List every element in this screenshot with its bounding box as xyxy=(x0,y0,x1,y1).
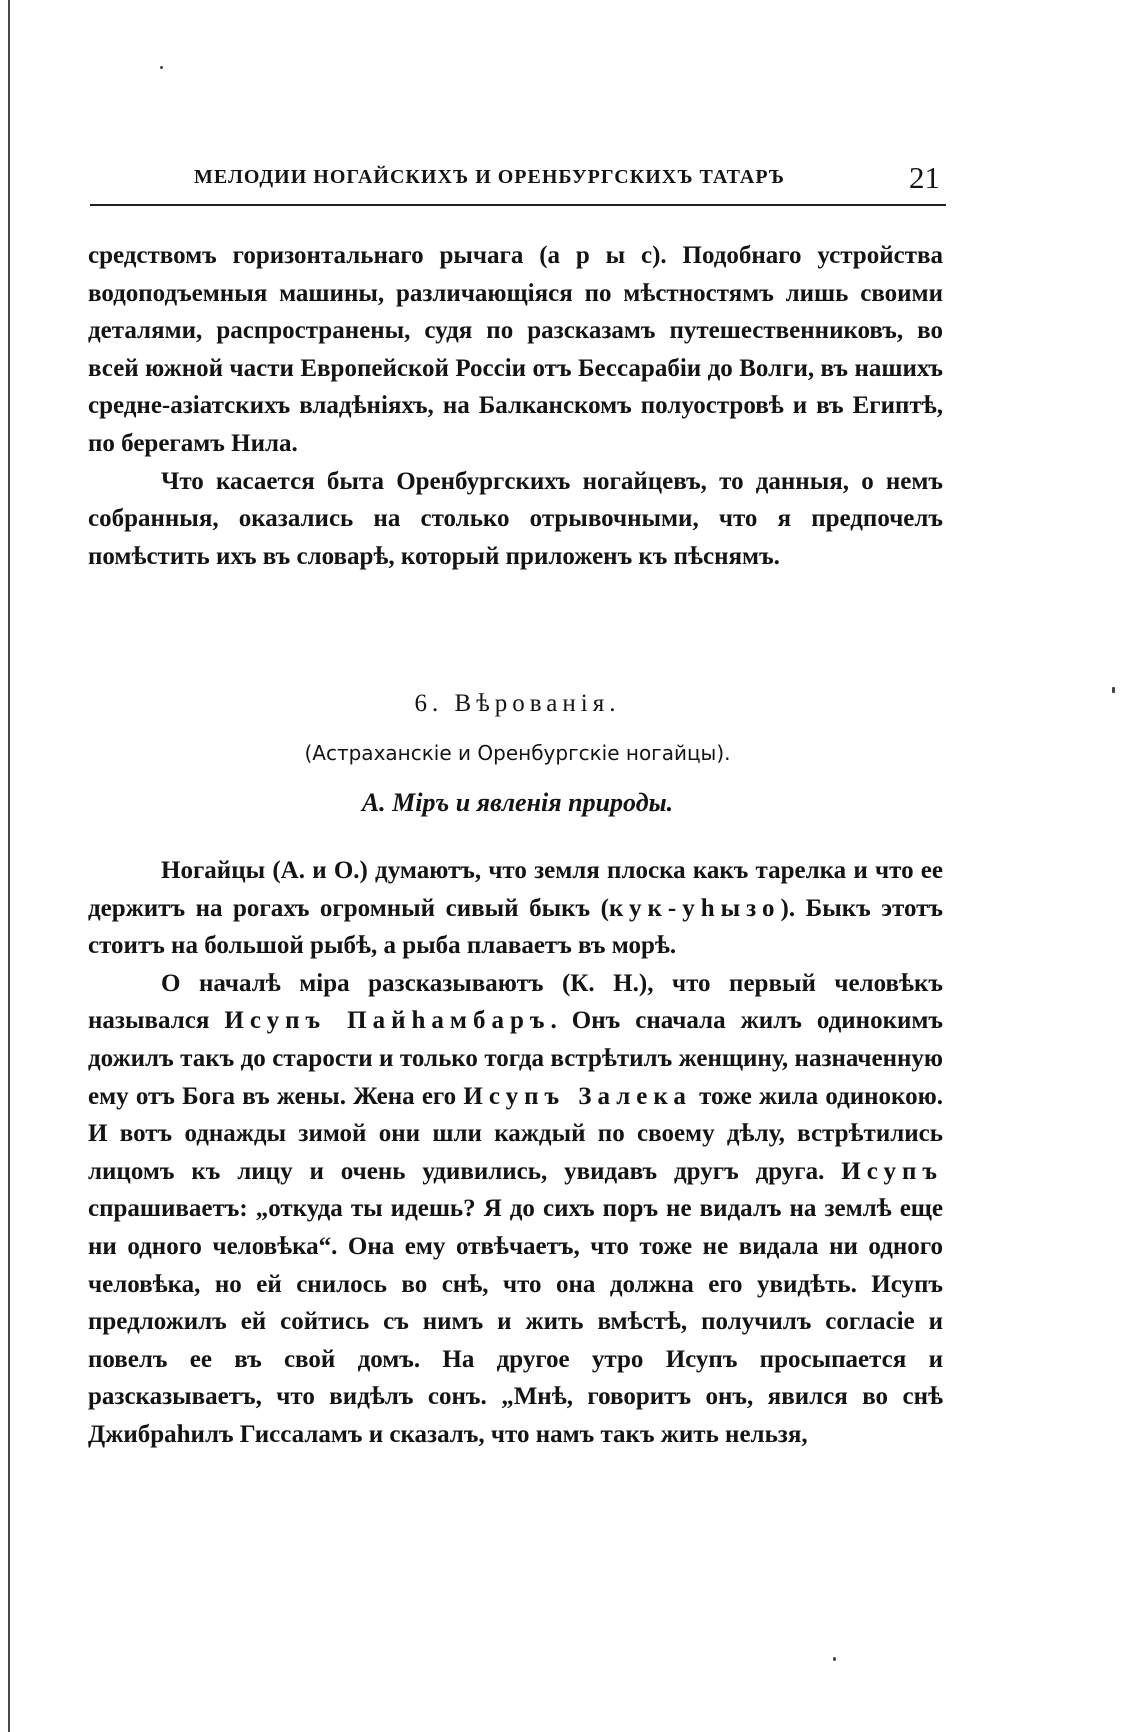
body-text-section xyxy=(88,852,943,1454)
running-title: МЕЛОДИИ НОГАЙСКИХЪ И ОРЕНБУРГСКИХЪ ТАТАРЪ xyxy=(194,166,785,188)
section-paragraph-2-text-b: . Онъ сначала жилъ одинокимъ дожилъ такъ до старости и только тогда встрѣтилъ женщину, назначенную ему отъ Бога въ жены. Жена его xyxy=(88,1007,943,1110)
section-subtitle: (Астраханскіе и Оренбургскіе ногайцы). xyxy=(304,741,731,765)
spaced-name-2: Исупъ Залека xyxy=(463,1082,692,1110)
section-paragraph-2-text-d: спрашиваетъ: „откуда ты идешь? Я до сихъ поръ не видалъ на землѣ еще ни одного человѣка“. Она ему отвѣчаетъ, что тоже не видала ни одного человѣка, но ей снилось во снѣ, что она должна его увидѣть. Исупъ предложилъ ей сойтись съ нимъ и жить вмѣстѣ, получилъ согласіе и повелъ ее въ свой домъ. На другое утро Исупъ просыпается и разсказываетъ, что видѣлъ сонъ. „Мнѣ, говоритъ онъ, явился во снѣ Джибраһилъ Гиссаламъ и сказалъ, что намъ такъ жить нельзя, xyxy=(88,1195,943,1448)
section-paragraph-2 xyxy=(88,965,943,1454)
paragraph-2: Что касается быта Оренбургскихъ ногайцевъ, то данныя, о немъ собранныя, оказались на столько отрывочными, что я предпочелъ помѣстить ихъ въ словарѣ, который приложенъ къ пѣснямъ. xyxy=(88,467,943,570)
page-number: 21 xyxy=(909,160,940,195)
section-paragraph-1-text-b: ). Быкъ этотъ стоитъ на большой рыбѣ, а рыба плаваетъ въ морѣ. xyxy=(88,894,944,960)
scan-edge-line xyxy=(8,0,10,1732)
section-paragraph-2-text-c: тоже жила одинокою. И вотъ однажды зимой они шли каждый по своему дѣлу, встрѣтились лицомъ къ лицу и очень удивились, увидавъ другъ друга. xyxy=(88,1082,943,1185)
section-part-title: А. Міръ и явленія природы. xyxy=(361,788,674,817)
section-title: 6. Вѣрованія. xyxy=(414,690,621,717)
scan-speck xyxy=(833,1657,836,1661)
paragraph-1: средствомъ горизонтальнаго рычага (а р ы с). Подобнаго устройства водоподъемныя машины, различающіяся по мѣстностямъ лишь своими деталями, распространены, судя по разсказамъ путешественниковъ, во всей южной части Европейской Россіи отъ Бессарабіи до Волги, въ нашихъ средне-азіатскихъ владѣніяхъ, на Балканскомъ полуостровѣ и въ Египтѣ, по берегамъ Нила. xyxy=(88,242,943,457)
section-paragraph-1-text-a: Ногайцы (А. и О.) думаютъ, что земля плоска какъ тарелка и что ее держитъ на рогахъ огромный сивый быкъ ( xyxy=(88,857,943,922)
running-header xyxy=(90,158,946,206)
section-paragraph-1 xyxy=(88,852,943,965)
spaced-name-1: Исупъ Пайһамбаръ xyxy=(224,1007,551,1035)
spaced-term: кук-уһызо xyxy=(608,894,781,922)
body-text-top xyxy=(88,237,943,575)
spaced-name-3: Исупъ xyxy=(841,1157,943,1185)
scan-speck xyxy=(160,66,163,69)
scan-speck xyxy=(1112,687,1115,693)
section-paragraph-2-text-a: О началѣ міра разсказываютъ (К. Н.), что первый человѣкъ назывался xyxy=(88,969,943,1035)
